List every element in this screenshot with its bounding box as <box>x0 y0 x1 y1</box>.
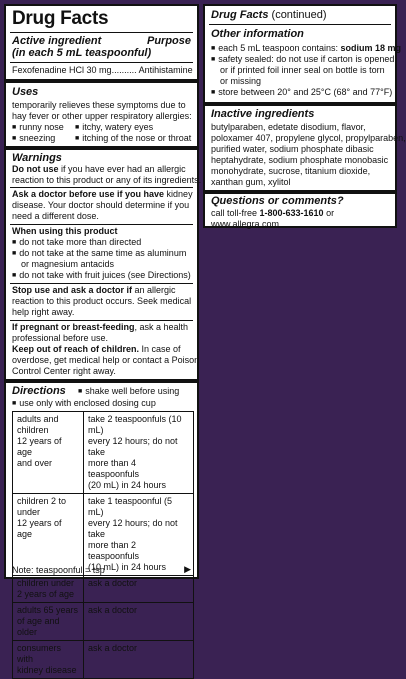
ingredient-purpose: Antihistamine <box>138 65 193 75</box>
uses-item: ■ sneezing <box>12 133 55 145</box>
warning-ask-doctor-text: disease. Your doctor should determine if you <box>12 200 190 210</box>
divider <box>6 79 197 83</box>
age-group: children 2 to under 12 years of age <box>13 494 84 576</box>
website-link[interactable]: www.allegra.com <box>211 219 280 229</box>
questions-call: call toll-free 1-800-633-1610 or <box>211 208 335 218</box>
uses-intro: temporarily relieves these symptoms due to <box>12 100 186 110</box>
dosage: ask a doctor <box>84 576 194 603</box>
table-row <box>13 494 194 576</box>
inactive-line: purified water, sodium phosphate dibasic <box>211 144 374 154</box>
directions-note: Note: teaspoonful = tsp <box>12 565 105 575</box>
inactive-ingredients-heading: Inactive ingredients <box>211 108 315 120</box>
when-using-item: ■ do not take more than directed <box>12 237 193 249</box>
inactive-line: heptahydrate, sodium phosphate monobasic <box>211 155 389 165</box>
divider <box>6 379 197 383</box>
warning-stop-use-text: help right away. <box>12 307 75 317</box>
warning-do-not-use-text: reaction to this product or any of its ingredients. <box>12 175 202 185</box>
drug-facts-continued-panel <box>203 4 406 229</box>
when-using-item: ■ do not take at the same time as aluminum <box>12 248 193 260</box>
warning-stop-use-text: reaction to this product occurs. Seek medical <box>12 296 192 306</box>
warning-pregnant-text: professional before use. <box>12 333 109 343</box>
dosage: take 2 teaspoonfuls (10 mL) every 12 hours; do not take more than 4 teaspoonfuls (20 mL) in 24 hours <box>84 412 194 494</box>
table-row <box>13 641 194 679</box>
warning-ask-doctor-text: need a different dose. <box>12 211 99 221</box>
when-using-item: ■ do not take with fruit juices (see Directions) <box>12 270 193 282</box>
age-group: consumers with kidney disease <box>13 641 84 679</box>
purpose-heading: Purpose <box>146 35 191 47</box>
active-ingredient-subheading: (in each 5 mL teaspoonful) <box>12 47 152 59</box>
uses-item: ■ itching of the nose or throat <box>75 133 191 145</box>
divider <box>205 102 395 106</box>
warning-keep-out-text: Control Center right away. <box>12 366 116 376</box>
divider <box>209 24 391 25</box>
divider <box>10 224 193 225</box>
warning-stop-use: Stop use and ask a doctor if an allergic <box>12 285 176 295</box>
divider <box>10 283 193 284</box>
divider <box>6 146 197 150</box>
divider <box>10 32 193 33</box>
age-group: children under 2 years of age <box>13 576 84 603</box>
ingredient-name: Fexofenadine HCl 30 mg <box>12 65 112 75</box>
age-group: adults 65 years of age and older <box>13 603 84 641</box>
continue-arrow-icon: ▶ <box>184 564 191 574</box>
other-info-item: or missing <box>220 76 262 86</box>
inactive-line: butylparaben, edetate disodium, flavor, <box>211 122 366 132</box>
other-info-item: ■ safety sealed: do not use if carton is opened <box>211 54 391 66</box>
divider <box>205 190 395 194</box>
uses-item: ■ itchy, watery eyes <box>75 122 153 134</box>
warning-keep-out: Keep out of reach of children. In case of <box>12 344 181 354</box>
ingredient-dots: .......... <box>111 65 137 75</box>
directions-heading: Directions <box>12 385 66 397</box>
warning-when-using: When using this product <box>12 226 118 236</box>
uses-heading: Uses <box>12 86 39 98</box>
directions-use-only: ■ use only with enclosed dosing cup <box>12 398 193 410</box>
drug-facts-panel <box>4 4 202 675</box>
directions-table <box>12 411 194 679</box>
phone-number[interactable]: 1-800-633-1610 <box>259 208 324 218</box>
inactive-line: poloxamer 407, propylene glycol, propylparaben, <box>211 133 406 143</box>
drug-facts-continued-title: Drug Facts (continued) <box>211 9 327 21</box>
warning-keep-out-text: overdose, get medical help or contact a Poison <box>12 355 200 365</box>
divider <box>10 62 193 63</box>
warning-ask-doctor: Ask a doctor before use if you have kidney <box>12 189 193 199</box>
warning-pregnant: If pregnant or breast-feeding, ask a health <box>12 322 189 332</box>
age-group: adults and children 12 years of age and over <box>13 412 84 494</box>
inactive-line: monohydrate, sucrose, titanium dioxide, <box>211 166 371 176</box>
uses-item: ■ runny nose <box>12 122 64 134</box>
dosage: ask a doctor <box>84 603 194 641</box>
directions-shake: ■ shake well before using <box>78 386 193 398</box>
table-row <box>13 412 194 494</box>
other-information-heading: Other information <box>211 28 304 40</box>
active-ingredient-heading: Active ingredient <box>12 35 102 47</box>
inactive-line: xanthan gum, xylitol <box>211 177 291 187</box>
drug-facts-title: Drug Facts <box>12 8 109 29</box>
warning-do-not-use: Do not use if you have ever had an allergic <box>12 164 186 174</box>
questions-heading: Questions or comments? <box>211 195 344 207</box>
warnings-heading: Warnings <box>12 152 62 164</box>
other-info-item: or if printed foil inner seal on bottle is torn <box>220 65 385 75</box>
table-row <box>13 576 194 603</box>
table-row <box>13 603 194 641</box>
uses-intro: hay fever or other upper respiratory allergies: <box>12 111 192 121</box>
other-info-item: ■ store between 20° and 25°C (68° and 77°F) <box>211 87 391 99</box>
dosage: ask a doctor <box>84 641 194 679</box>
when-using-item: or magnesium antacids <box>21 259 115 269</box>
other-info-item: ■ each 5 mL teaspoon contains: sodium 18 mg <box>211 43 391 55</box>
ingredient-row <box>12 65 193 76</box>
divider <box>10 187 193 188</box>
dosage: take 1 teaspoonful (5 mL) every 12 hours; do not take more than 2 teaspoonfuls (10 mL) in 24 hours <box>84 494 194 576</box>
divider <box>10 320 193 321</box>
